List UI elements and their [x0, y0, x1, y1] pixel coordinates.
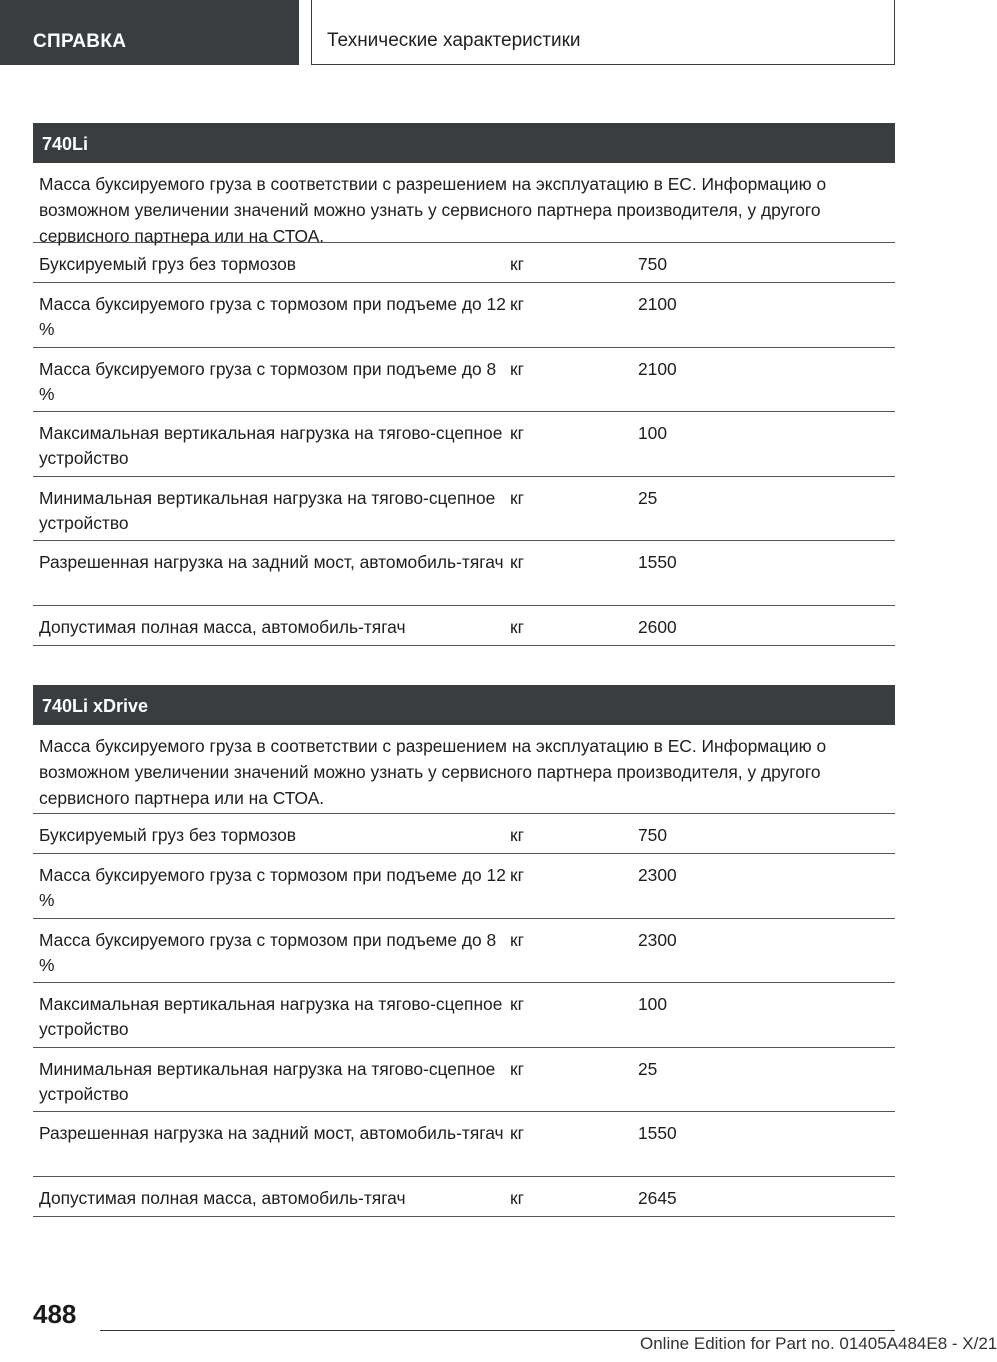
row-value: 2645: [638, 1187, 677, 1208]
spec-section-740li: [33, 123, 895, 646]
row-label: Максимальная вертикальная нагрузка на тягово-сцепное устройство: [39, 423, 503, 468]
table-row: [33, 348, 895, 413]
table-row: [33, 1177, 895, 1217]
row-value: 2600: [638, 616, 677, 637]
table-row: [33, 283, 895, 348]
spec-section-740li-xdrive: [33, 685, 895, 1217]
row-value: 750: [638, 254, 668, 274]
table-row: [33, 606, 895, 646]
row-unit: кг: [510, 423, 524, 443]
section-intro: Масса буксируемого груза в соответствии с разрешением на эксплуатацию в ЕС. Информацию о возможном увеличении значений можно узнать у сервисного партнера производителя, у другого сервисного партнера или на СТОА.: [33, 163, 895, 243]
row-label: Масса буксируемого груза с тормозом при подъеме до 8 %: [39, 358, 497, 404]
table-row: [33, 1048, 895, 1113]
row-label: Масса буксируемого груза с тормозом при подъеме до 12 %: [39, 865, 506, 910]
table-row: [33, 541, 895, 606]
table-row: [33, 814, 895, 854]
row-unit: кг: [510, 358, 524, 379]
row-value: 25: [638, 1058, 658, 1079]
row-label: Масса буксируемого груза с тормозом при подъеме до 12 %: [39, 294, 506, 339]
row-unit: кг: [510, 865, 524, 885]
row-value: 2300: [638, 865, 677, 885]
row-unit: кг: [510, 929, 524, 950]
row-unit: кг: [510, 616, 524, 637]
table-row: [33, 412, 895, 477]
row-value: 1550: [638, 552, 677, 572]
row-unit: кг: [510, 994, 524, 1014]
row-value: 1550: [638, 1123, 677, 1143]
row-unit: кг: [510, 552, 524, 572]
footer-divider: [100, 1330, 895, 1331]
table-row: [33, 983, 895, 1048]
row-value: 100: [638, 423, 668, 443]
section-heading: 740Li xDrive: [33, 685, 895, 725]
row-label: Разрешенная нагрузка на задний мост, автомобиль-тягач: [39, 552, 504, 572]
row-unit: кг: [510, 1187, 524, 1208]
row-value: 2100: [638, 358, 677, 379]
row-unit: кг: [510, 1058, 524, 1079]
row-label: Допустимая полная масса, автомобиль-тягач: [39, 1187, 406, 1208]
table-row: [33, 919, 895, 984]
row-unit: кг: [510, 1123, 524, 1143]
row-label: Разрешенная нагрузка на задний мост, автомобиль-тягач: [39, 1123, 504, 1143]
table-row: [33, 477, 895, 542]
row-label: Масса буксируемого груза с тормозом при подъеме до 8 %: [39, 929, 497, 975]
section-tab: [0, 0, 299, 65]
row-unit: кг: [510, 294, 524, 314]
chapter-title: Технические характеристики: [327, 30, 581, 51]
row-unit: кг: [510, 825, 524, 845]
row-label: Максимальная вертикальная нагрузка на тягово-сцепное устройство: [39, 994, 503, 1039]
row-value: 750: [638, 825, 668, 845]
row-unit: кг: [510, 254, 524, 274]
section-label: СПРАВКА: [33, 31, 127, 52]
row-label: Минимальная вертикальная нагрузка на тягово-сцепное устройство: [39, 487, 496, 533]
row-value: 25: [638, 487, 658, 508]
chapter-title-box: [311, 0, 895, 65]
edition-note: Online Edition for Part no. 01405A484E8 - X/21: [640, 1334, 997, 1353]
row-value: 2100: [638, 294, 677, 314]
page-number: 488: [33, 1299, 77, 1329]
table-row: [33, 1112, 895, 1177]
section-intro: Масса буксируемого груза в соответствии с разрешением на эксплуатацию в ЕС. Информацию о возможном увеличении значений можно узнать у сервисного партнера производителя, у другого сервисного партнера или на СТОА.: [33, 725, 895, 814]
row-label: Буксируемый груз без тормозов: [39, 254, 297, 274]
row-label: Буксируемый груз без тормозов: [39, 825, 297, 845]
row-label: Допустимая полная масса, автомобиль-тягач: [39, 616, 406, 637]
table-row: [33, 854, 895, 919]
row-unit: кг: [510, 487, 524, 508]
row-label: Минимальная вертикальная нагрузка на тягово-сцепное устройство: [39, 1058, 496, 1104]
row-value: 2300: [638, 929, 677, 950]
table-row: [33, 243, 895, 283]
section-heading: 740Li: [33, 123, 895, 163]
row-value: 100: [638, 994, 668, 1014]
